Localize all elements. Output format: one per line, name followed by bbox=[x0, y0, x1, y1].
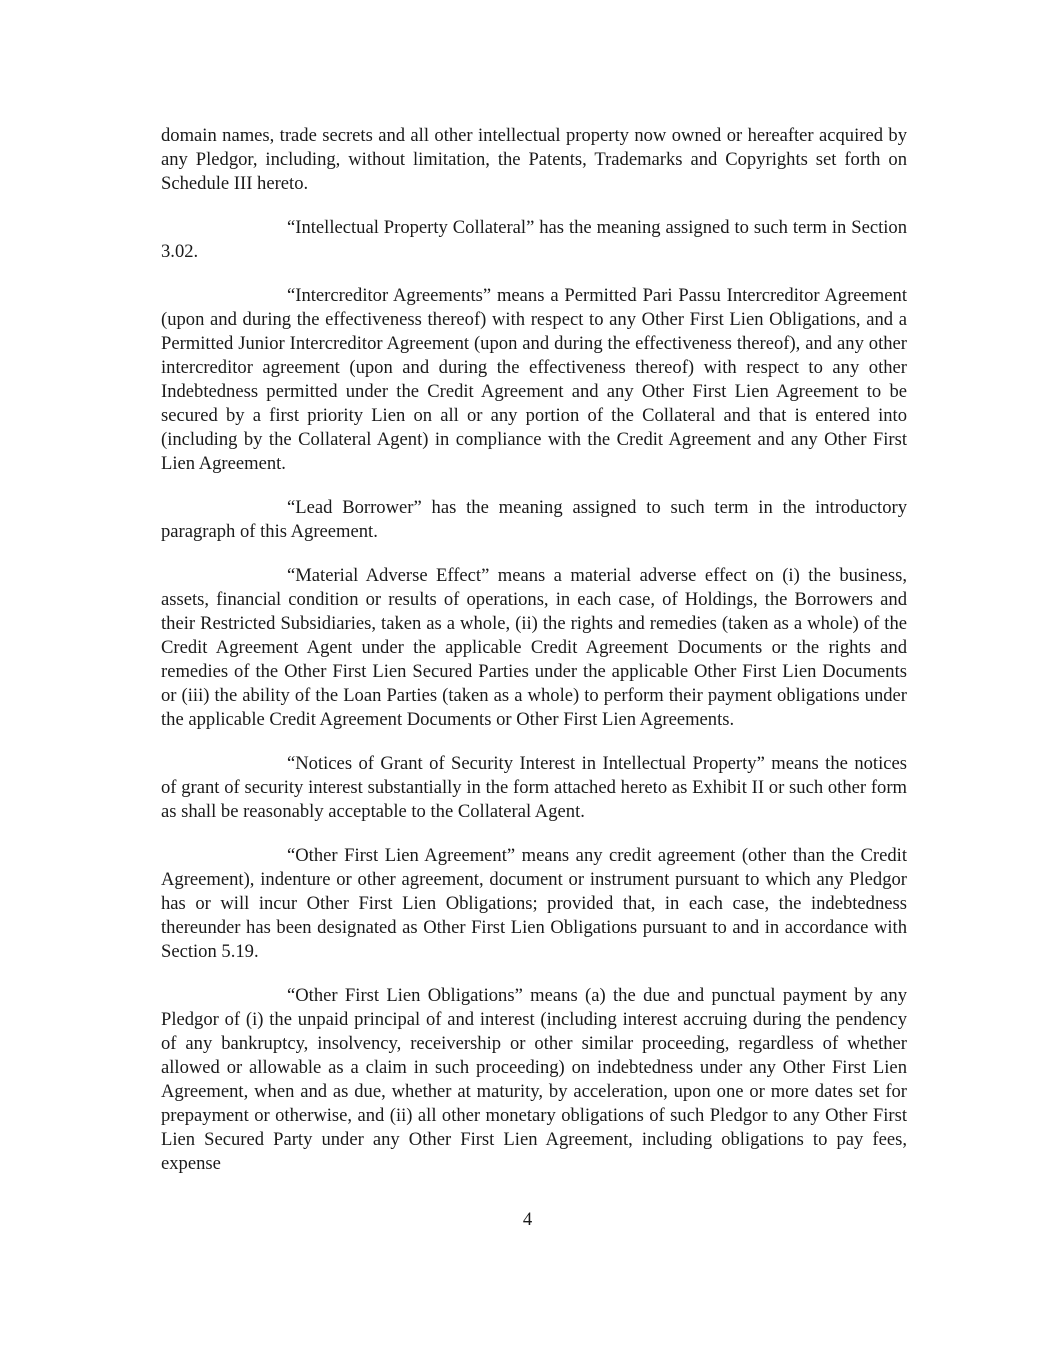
definition-other-first-lien-agreement: “Other First Lien Agreement” means any credit agreement (other than the Credit Agreement), indenture or other agreement, document or instrument pursuant to which any Pledgor has or will incur Other First Lien Obligations; provided that, in each case, the indebtedness thereunder has been designated as Other First Lien Obligations pursuant to and in accordance with Section 5.19. bbox=[161, 845, 907, 962]
page-body bbox=[161, 124, 907, 1176]
definition-intellectual-property-collateral: “Intellectual Property Collateral” has the meaning assigned to such term in Section 3.02. bbox=[161, 217, 907, 262]
page-number: 4 bbox=[522, 1209, 533, 1230]
definition-lead-borrower: “Lead Borrower” has the meaning assigned to such term in the introductory paragraph of this Agreement. bbox=[161, 497, 907, 542]
definition-intercreditor-agreements: “Intercreditor Agreements” means a Permitted Pari Passu Intercreditor Agreement (upon and during the effectiveness thereof) with respect to any Other First Lien Obligations, and a Permitted Junior Intercreditor Agreement (upon and during the effectiveness thereof), and any other intercreditor agreement (upon and during the effectiveness thereof) with respect to any other Indebtedness permitted under the Credit Agreement and any Other First Lien Agreement to be secured by a first priority Lien on all or any portion of the Collateral and that is entered into (including by the Collateral Agent) in compliance with the Credit Agreement and any Other First Lien Agreement. bbox=[161, 285, 907, 474]
definition-material-adverse-effect: “Material Adverse Effect” means a material adverse effect on (i) the business, assets, financial condition or results of operations, in each case, of Holdings, the Borrowers and their Restricted Subsidiaries, taken as a whole, (ii) the rights and remedies (taken as a whole) of the Credit Agreement Agent under the applicable Credit Agreement Documents or the rights and remedies of the Other First Lien Secured Parties under the applicable Other First Lien Documents or (iii) the ability of the Loan Parties (taken as a whole) to perform their payment obligations under the applicable Credit Agreement Documents or Other First Lien Agreements. bbox=[161, 565, 907, 730]
definition-other-first-lien-obligations: “Other First Lien Obligations” means (a) the due and punctual payment by any Pledgor of (i) the unpaid principal of and interest (including interest accruing during the pendency of any bankruptcy, insolvency, receivership or other similar proceeding, regardless of whether allowed or allowable as a claim in such proceeding) on indebtedness under any Other First Lien Agreement, when and as due, whether at maturity, by acceleration, upon one or more dates set for prepayment or otherwise, and (ii) all other monetary obligations of such Pledgor to any Other First Lien Secured Party under any Other First Lien Agreement, including obligations to pay fees, expense bbox=[161, 985, 907, 1174]
definition-notices-of-grant: “Notices of Grant of Security Interest in Intellectual Property” means the notices of grant of security interest substantially in the form attached hereto as Exhibit II or such other form as shall be reasonably acceptable to the Collateral Agent. bbox=[161, 753, 907, 822]
paragraph-ip-continuation: domain names, trade secrets and all other intellectual property now owned or hereafter acquired by any Pledgor, including, without limitation, the Patents, Trademarks and Copyrights set forth on Schedule III hereto. bbox=[161, 125, 907, 194]
